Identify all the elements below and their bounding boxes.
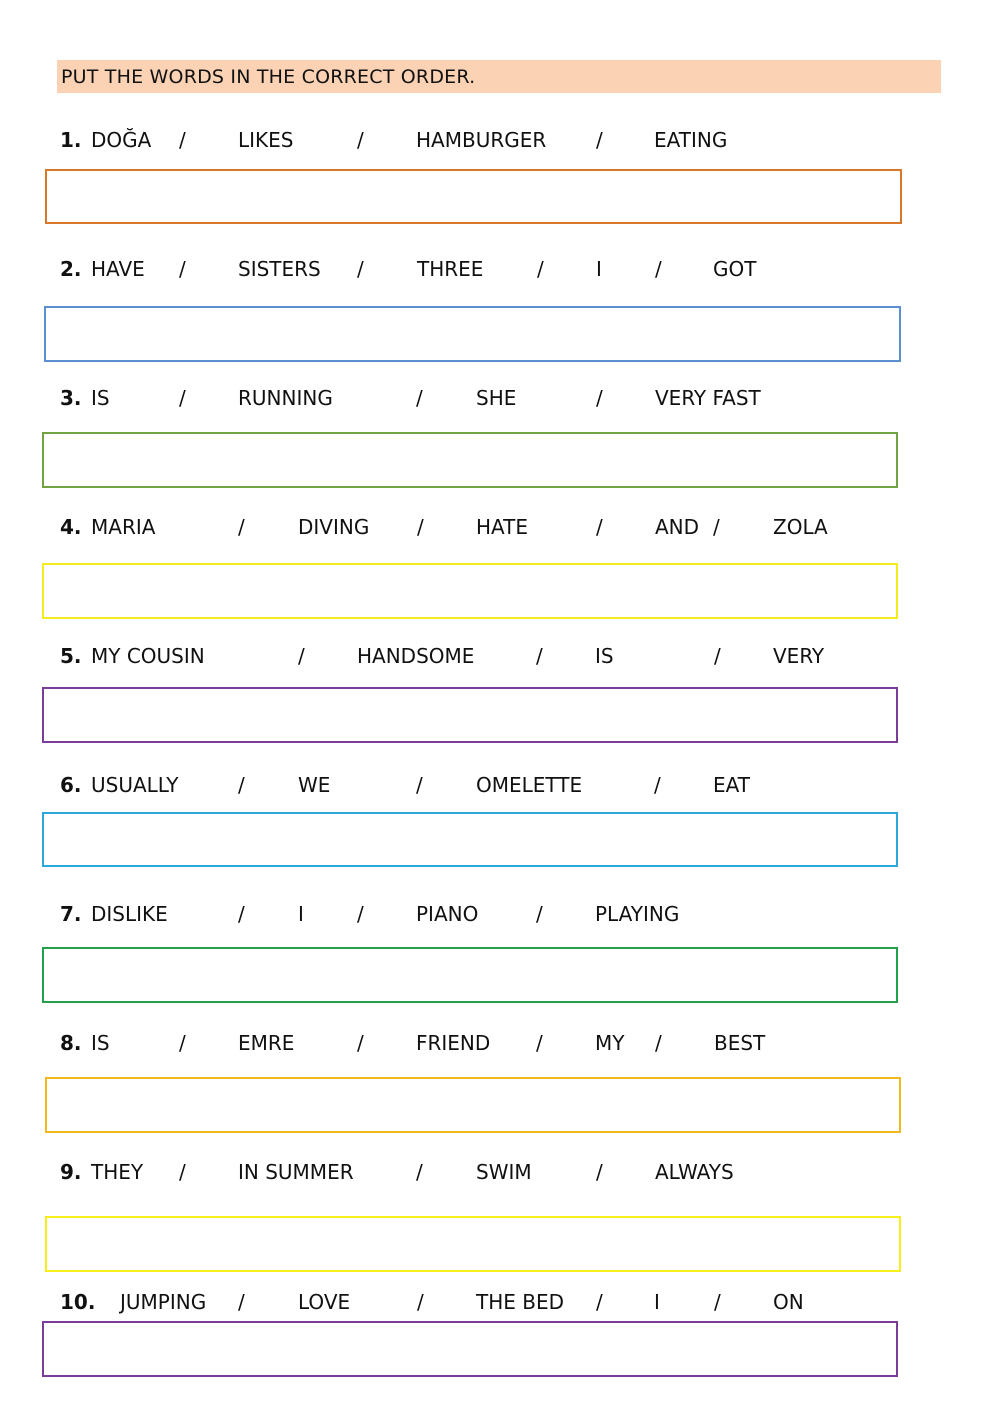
word: VERY FAST [655, 386, 761, 410]
separator: / [536, 644, 543, 668]
word: MARIA [91, 515, 156, 539]
separator: / [655, 1031, 662, 1055]
answer-box-5[interactable] [42, 687, 898, 743]
word: HAMBURGER [416, 128, 547, 152]
word: IN SUMMER [238, 1160, 354, 1184]
word: SWIM [476, 1160, 532, 1184]
separator: / [596, 386, 603, 410]
separator: / [238, 902, 245, 926]
answer-box-1[interactable] [45, 169, 902, 224]
question-5 [0, 644, 1000, 674]
separator: / [536, 1031, 543, 1055]
question-number: 4. [60, 515, 82, 539]
word: RUNNING [238, 386, 333, 410]
word: ZOLA [773, 515, 828, 539]
separator: / [179, 1160, 186, 1184]
word: LIKES [238, 128, 294, 152]
word: GOT [713, 257, 757, 281]
word: HANDSOME [357, 644, 475, 668]
word: THREE [417, 257, 484, 281]
separator: / [179, 128, 186, 152]
word: PIANO [416, 902, 479, 926]
separator: / [357, 257, 364, 281]
word: I [596, 257, 602, 281]
word: HATE [476, 515, 529, 539]
separator: / [714, 644, 721, 668]
word: I [654, 1290, 660, 1314]
question-number: 9. [60, 1160, 82, 1184]
word: SHE [476, 386, 517, 410]
question-4 [0, 515, 1000, 545]
separator: / [179, 1031, 186, 1055]
separator: / [238, 515, 245, 539]
word: HAVE [91, 257, 145, 281]
word: MY [595, 1031, 625, 1055]
answer-box-8[interactable] [45, 1077, 901, 1133]
separator: / [238, 1290, 245, 1314]
word: THE BED [476, 1290, 565, 1314]
answer-box-9[interactable] [45, 1216, 901, 1272]
word: EAT [713, 773, 750, 797]
word: DISLIKE [91, 902, 168, 926]
word: JUMPING [120, 1290, 207, 1314]
word: MY COUSIN [91, 644, 205, 668]
question-6 [0, 773, 1000, 803]
separator: / [179, 386, 186, 410]
word: LOVE [298, 1290, 351, 1314]
separator: / [179, 257, 186, 281]
word: WE [298, 773, 331, 797]
separator: / [713, 515, 720, 539]
answer-box-6[interactable] [42, 812, 898, 867]
word: SISTERS [238, 257, 321, 281]
separator: / [357, 902, 364, 926]
word: PLAYING [595, 902, 680, 926]
word: EMRE [238, 1031, 295, 1055]
word: VERY [773, 644, 825, 668]
separator: / [596, 128, 603, 152]
separator: / [417, 515, 424, 539]
word: ON [773, 1290, 804, 1314]
question-7 [0, 902, 1000, 932]
answer-box-3[interactable] [42, 432, 898, 488]
word: USUALLY [91, 773, 179, 797]
question-9 [0, 1160, 1000, 1190]
separator: / [416, 386, 423, 410]
question-number: 6. [60, 773, 82, 797]
word: EATING [654, 128, 728, 152]
instruction-title: PUT THE WORDS IN THE CORRECT ORDER. [61, 66, 476, 88]
question-3 [0, 386, 1000, 416]
word: DIVING [298, 515, 370, 539]
separator: / [537, 257, 544, 281]
separator: / [416, 773, 423, 797]
word: OMELETTE [476, 773, 583, 797]
word: ALWAYS [655, 1160, 734, 1184]
question-number: 2. [60, 257, 82, 281]
answer-box-2[interactable] [44, 306, 901, 362]
question-number: 3. [60, 386, 82, 410]
separator: / [596, 1290, 603, 1314]
question-number: 7. [60, 902, 82, 926]
word: THEY [91, 1160, 144, 1184]
question-number: 1. [60, 128, 82, 152]
question-number: 5. [60, 644, 82, 668]
question-10 [0, 1290, 1000, 1320]
word: AND [655, 515, 700, 539]
question-8 [0, 1031, 1000, 1061]
separator: / [654, 773, 661, 797]
separator: / [536, 902, 543, 926]
word: IS [91, 1031, 110, 1055]
answer-box-7[interactable] [42, 947, 898, 1003]
word: FRIEND [416, 1031, 491, 1055]
question-number: 10. [60, 1290, 96, 1314]
separator: / [655, 257, 662, 281]
separator: / [596, 1160, 603, 1184]
separator: / [238, 773, 245, 797]
separator: / [416, 1160, 423, 1184]
answer-box-4[interactable] [42, 563, 898, 619]
answer-box-10[interactable] [42, 1321, 898, 1377]
word: IS [595, 644, 614, 668]
separator: / [298, 644, 305, 668]
word: BEST [714, 1031, 766, 1055]
question-number: 8. [60, 1031, 82, 1055]
separator: / [357, 1031, 364, 1055]
word: DOĞA [91, 128, 152, 152]
word: IS [91, 386, 110, 410]
separator: / [596, 515, 603, 539]
word: I [298, 902, 304, 926]
question-2 [0, 257, 1000, 287]
separator: / [417, 1290, 424, 1314]
separator: / [357, 128, 364, 152]
instruction-banner [57, 60, 941, 93]
separator: / [714, 1290, 721, 1314]
question-1 [0, 128, 1000, 158]
